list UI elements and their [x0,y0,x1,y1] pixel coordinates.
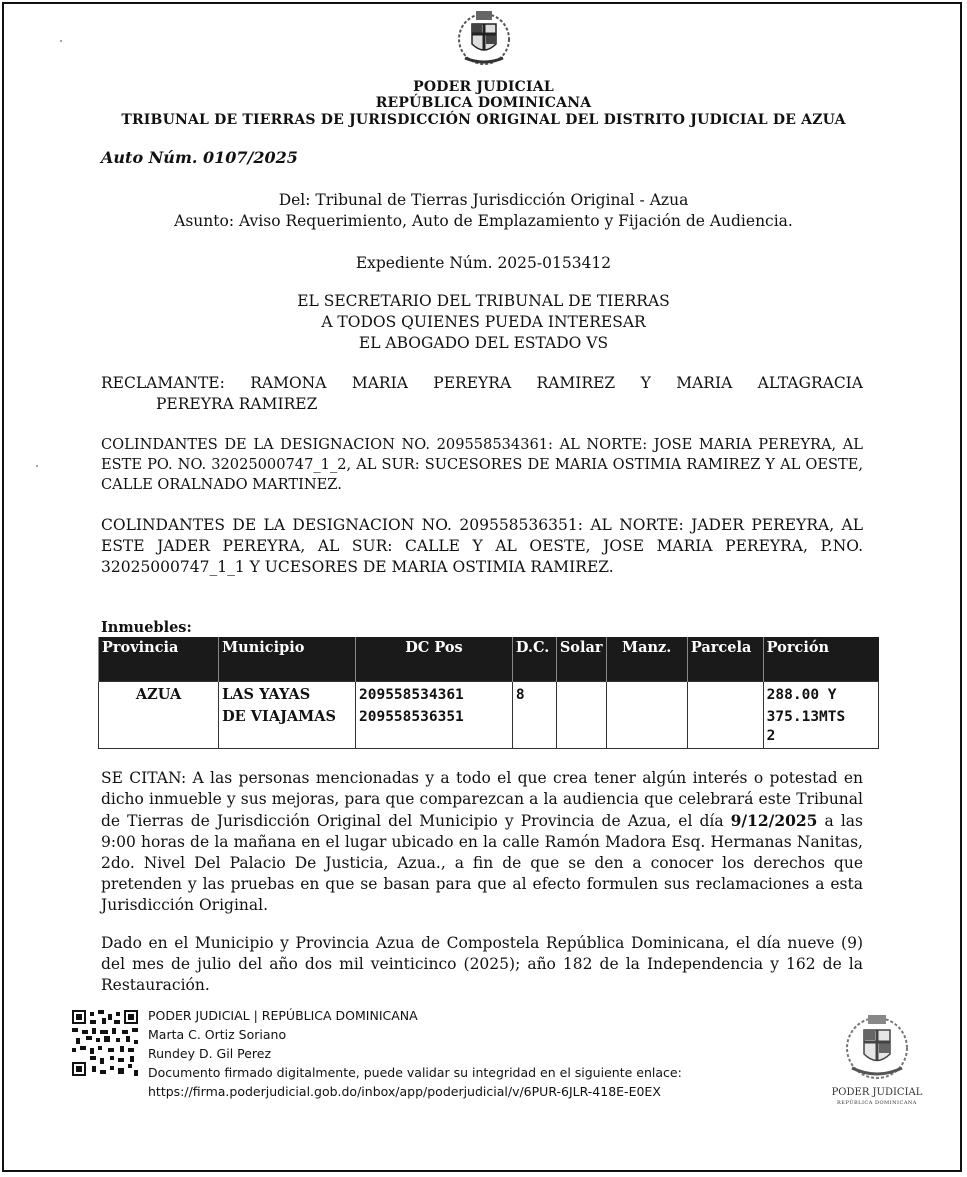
inmuebles-table [98,637,879,749]
footer-signer-2: Rundey D. Gil Perez [148,1046,272,1061]
se-citan-text-2: a las 9:00 horas de la mañana en el lugar ubicado en la calle Ramón Madora Esq. Hermanas Nanitas, 2do. Nivel Del Palacio De Justicia, Azua., a fin de que se den a conocer los derechos que pretenden y las pruebas en que se basan para que al efecto formulen sus reclamaciones a esta Jurisdicción Original. [101,812,863,914]
reclamante-block [101,373,863,415]
cell-municipio-line-2: DE VIAJAMAS [222,708,336,725]
qr-code-icon[interactable] [72,1010,138,1076]
cell-dc: 8 [512,682,556,749]
expediente-line: Expediente Núm. 2025-0153412 [355,254,612,272]
col-manz: Manz. [606,637,687,682]
addressee-line-2: A TODOS QUIENES PUEDA INTERESAR [321,313,646,331]
cell-municipio-line-1: LAS YAYAS [222,686,311,703]
addressee-line-3: EL ABOGADO DEL ESTADO VS [358,334,609,352]
del-line: Del: Tribunal de Tierras Jurisdicción Original - Azua [278,191,689,209]
scan-speck [60,40,62,42]
asunto-line: Asunto: Aviso Requerimiento, Auto de Emplazamiento y Fijación de Audiencia. [174,212,793,230]
inmuebles-label: Inmuebles: [101,619,192,636]
dado-paragraph: Dado en el Municipio y Provincia Azua de Compostela República Dominicana, el día nueve (9) del mes de julio del año dos mil veinticinco (2025); año 182 de la Independencia y 162 de la Restauración. [101,934,863,994]
cell-municipio [219,682,356,749]
poder-judicial-seal-icon [838,1012,916,1082]
col-dc-pos: DC Pos [356,637,513,682]
col-provincia: Provincia [99,637,219,682]
cell-porcion [763,682,878,749]
scan-speck [36,465,38,467]
header-poder-judicial: PODER JUDICIAL [413,79,554,95]
col-porcion: Porción [763,637,878,682]
cell-dc-pos-line-1: 209558534361 [359,687,464,703]
auto-number: Auto Núm. 0107/2025 [101,148,298,167]
seal-caption-title: PODER JUDICIAL [831,1087,923,1098]
reclamante-line-1: RECLAMANTE: RAMONA MARIA PEREYRA RAMIREZ Y MARIA ALTAGRACIA [101,374,863,392]
se-citan-text-1: SE CITAN: A las personas mencionadas y a todo el que crea tener algún interés o potestad en dicho inmueble y sus mejoras, para que comparezcan a la audiencia que celebrará este Tribunal de Tierras de Jurisdicción Original del Municipio y Provincia de Azua, el día [101,769,863,830]
validation-link[interactable]: https://firma.poderjudicial.gob.do/inbox/app/poderjudicial/v/6PUR-6JLR-418E-E0EX [148,1084,661,1099]
footer-signer-1: Marta C. Ortiz Soriano [148,1027,287,1042]
header-tribunal: TRIBUNAL DE TIERRAS DE JURISDICCIÓN ORIGINAL DEL DISTRITO JUDICIAL DE AZUA [121,112,846,128]
cell-solar [556,682,606,749]
seal-caption [822,1087,932,1109]
se-citan-paragraph [101,768,863,916]
cell-parcela [687,682,763,749]
signature-block [148,1006,682,1101]
colindantes-1: COLINDANTES DE LA DESIGNACION NO. 209558534361: AL NORTE: JOSE MARIA PEREYRA, AL ESTE PO. NO. 32025000747_1_2, AL SUR: SUCESORES DE MARIA OSTIMIA RAMIREZ Y AL OESTE, CALLE ORALNADO MARTINEZ. [101,436,863,493]
cell-dc-pos-line-2: 209558536351 [359,709,464,725]
coat-of-arms-icon [455,6,513,68]
hearing-date: 9/12/2025 [730,811,818,830]
header-republica: REPÚBLICA DOMINICANA [375,95,592,111]
col-dc: D.C. [512,637,556,682]
cell-manz [606,682,687,749]
cell-dc-pos [356,682,513,749]
col-municipio: Municipio [219,637,356,682]
page-border [2,2,962,1172]
colindantes-2: COLINDANTES DE LA DESIGNACION NO. 209558536351: AL NORTE: JADER PEREYRA, AL ESTE JADER PEREYRA, AL SUR: CALLE Y AL OESTE, JOSE MARIA PEREYRA, P.NO. 32025000747_1_1 Y UCESORES DE MARIA OSTIMIA RAMIREZ. [101,516,863,576]
cell-porcion-line-2: 375.13MTS [766,709,846,725]
cell-provincia: AZUA [99,682,219,749]
table-row [99,682,879,749]
reclamante-line-2: PEREYRA RAMIREZ [156,395,318,413]
cell-porcion-line-3: 2 [766,728,776,744]
cell-porcion-line-1: 288.00 Y [766,687,837,703]
col-solar: Solar [556,637,606,682]
table-header-row [99,637,879,682]
addressee-line-1: EL SECRETARIO DEL TRIBUNAL DE TIERRAS [297,292,670,310]
footer-note: Documento firmado digitalmente, puede validar su integridad en el siguiente enlace: [148,1065,682,1080]
footer-org: PODER JUDICIAL | REPÚBLICA DOMINICANA [148,1008,418,1023]
col-parcela: Parcela [687,637,763,682]
seal-caption-sub: REPÚBLICA DOMINICANA [837,1100,917,1106]
